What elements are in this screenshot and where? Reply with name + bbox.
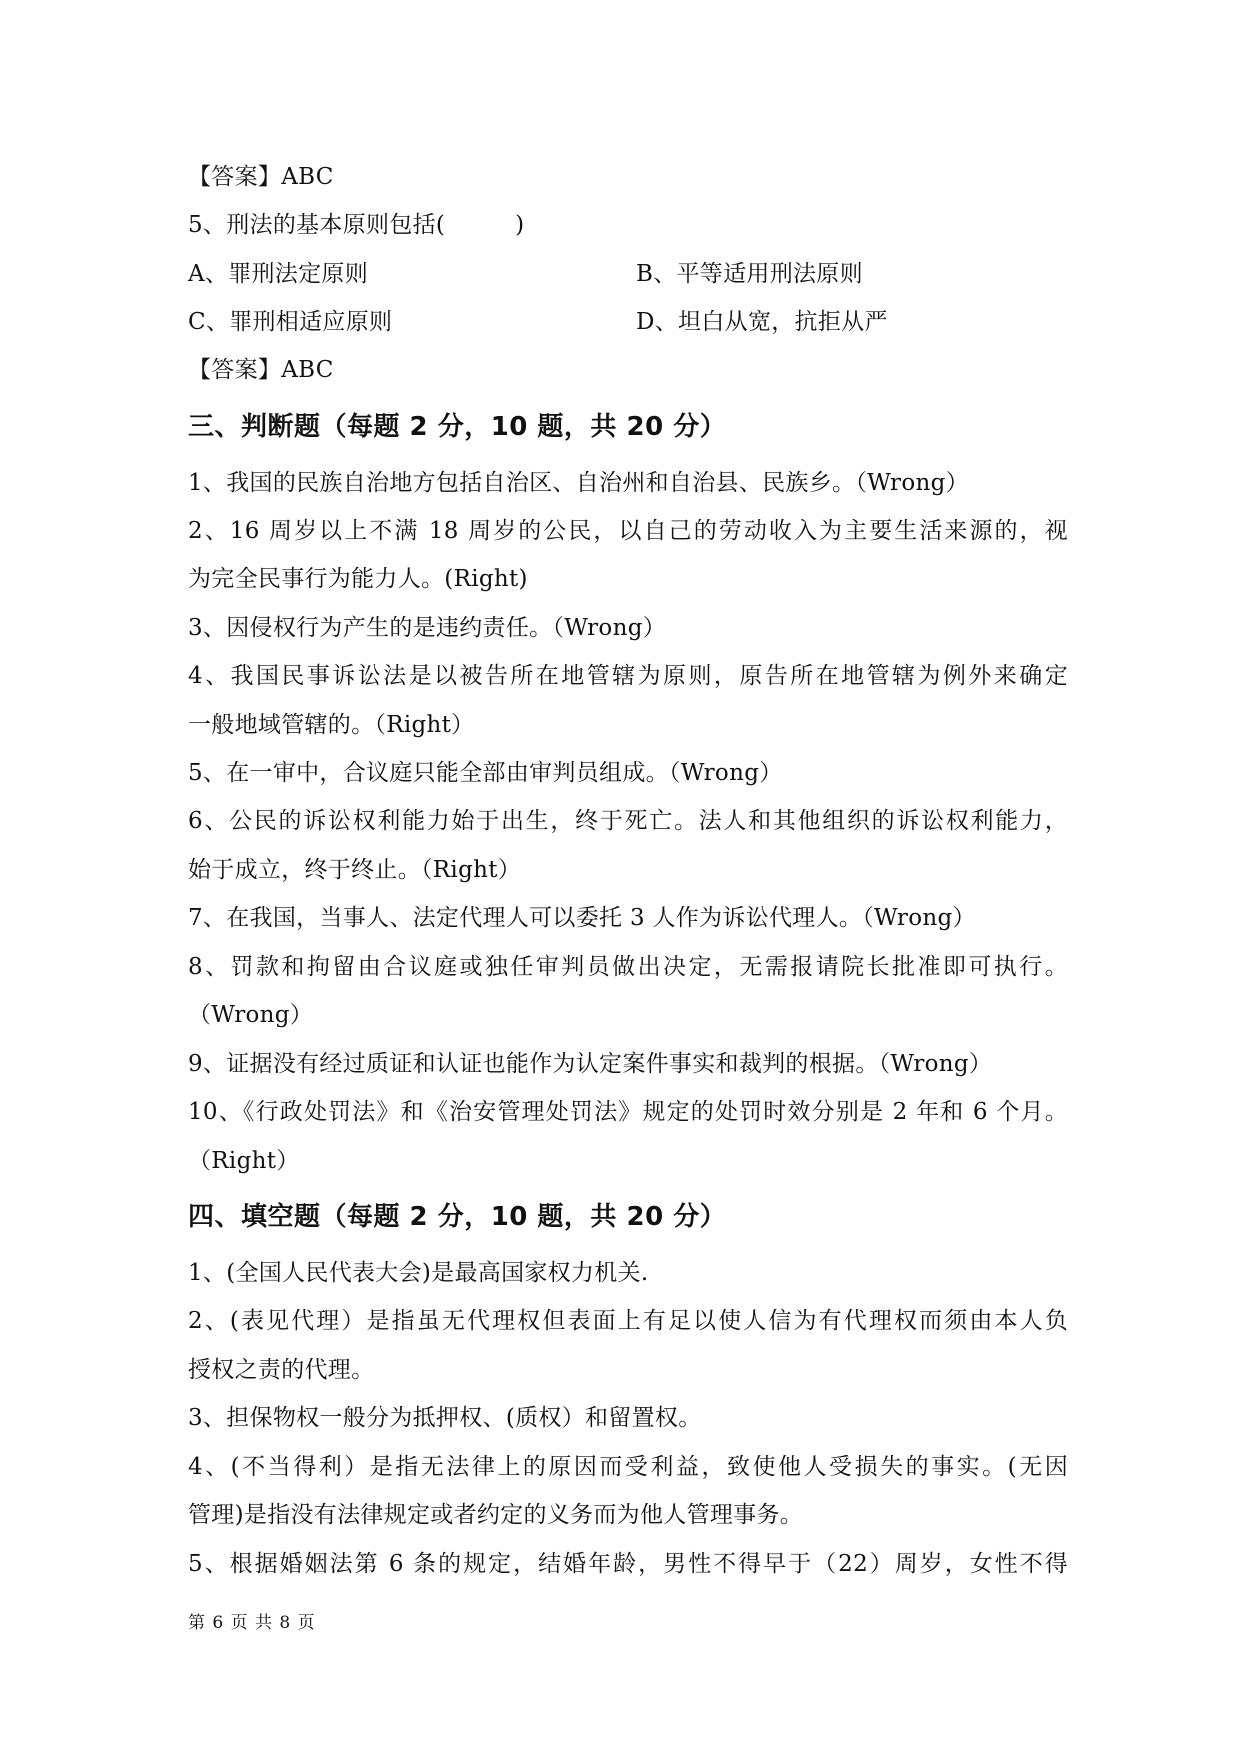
- fill-blank-line: 4、(不当得利）是指无法律上的原因而受利益，致使他人受损失的事实。(无因: [188, 1454, 1068, 1480]
- option-d: D、坦白从宽，抗拒从严: [636, 309, 888, 335]
- judgement-line: （Wrong）: [188, 1002, 314, 1028]
- section-heading-fill-blank: 四、填空题（每题 2 分，10 题，共 20 分）: [188, 1202, 727, 1232]
- fill-blank-line: 2、(表见代理）是指虽无代理权但表面上有足以使人信为有代理权而须由本人负: [188, 1308, 1068, 1334]
- question-stem: 5、刑法的基本原则包括( ): [188, 212, 525, 238]
- judgement-line: 8、罚款和拘留由合议庭或独任审判员做出决定，无需报请院长批准即可执行。: [188, 954, 1068, 980]
- judgement-line: 一般地域管辖的。（Right）: [188, 712, 475, 738]
- answer-line: 【答案】ABC: [188, 357, 334, 383]
- judgement-line: 5、在一审中，合议庭只能全部由审判员组成。（Wrong）: [188, 760, 783, 786]
- judgement-line: （Right）: [188, 1148, 300, 1174]
- judgement-line: 9、证据没有经过质证和认证也能作为认定案件事实和裁判的根据。（Wrong）: [188, 1051, 993, 1077]
- judgement-line: 6、公民的诉讼权利能力始于出生，终于死亡。法人和其他组织的诉讼权利能力，: [188, 808, 1068, 834]
- fill-blank-line: 1、(全国人民代表大会)是最高国家权力机关.: [188, 1260, 649, 1286]
- section-heading-judgement: 三、判断题（每题 2 分，10 题，共 20 分）: [188, 412, 727, 442]
- judgement-line: 10、《行政处罚法》和《治安管理处罚法》规定的处罚时效分别是 2 年和 6 个月。: [188, 1099, 1068, 1125]
- fill-blank-line: 3、担保物权一般分为抵押权、(质权）和留置权。: [188, 1405, 702, 1431]
- judgement-line: 4、我国民事诉讼法是以被告所在地管辖为原则，原告所在地管辖为例外来确定: [188, 663, 1068, 689]
- judgement-line: 2、16 周岁以上不满 18 周岁的公民，以自己的劳动收入为主要生活来源的，视: [188, 518, 1068, 544]
- judgement-line: 始于成立，终于终止。（Right）: [188, 857, 522, 883]
- answer-prev: 【答案】ABC: [188, 164, 334, 190]
- judgement-line: 1、我国的民族自治地方包括自治区、自治州和自治县、民族乡。（Wrong）: [188, 470, 969, 496]
- fill-blank-line: 授权之责的代理。: [188, 1357, 375, 1383]
- judgement-line: 3、因侵权行为产生的是违约责任。（Wrong）: [188, 615, 667, 641]
- judgement-line: 为完全民事行为能力人。(Right): [188, 566, 528, 592]
- option-b: B、平等适用刑法原则: [636, 261, 863, 287]
- fill-blank-line: 管理)是指没有法律规定或者约定的义务而为他人管理事务。: [188, 1502, 804, 1528]
- option-a: A、罪刑法定原则: [188, 261, 369, 287]
- page-indicator: 第 6 页 共 8 页: [188, 1613, 316, 1633]
- fill-blank-line: 5、根据婚姻法第 6 条的规定，结婚年龄，男性不得早于（22）周岁，女性不得: [188, 1551, 1068, 1577]
- option-c: C、罪刑相适应原则: [188, 309, 393, 335]
- judgement-line: 7、在我国，当事人、法定代理人可以委托 3 人作为诉讼代理人。（Wrong）: [188, 905, 976, 931]
